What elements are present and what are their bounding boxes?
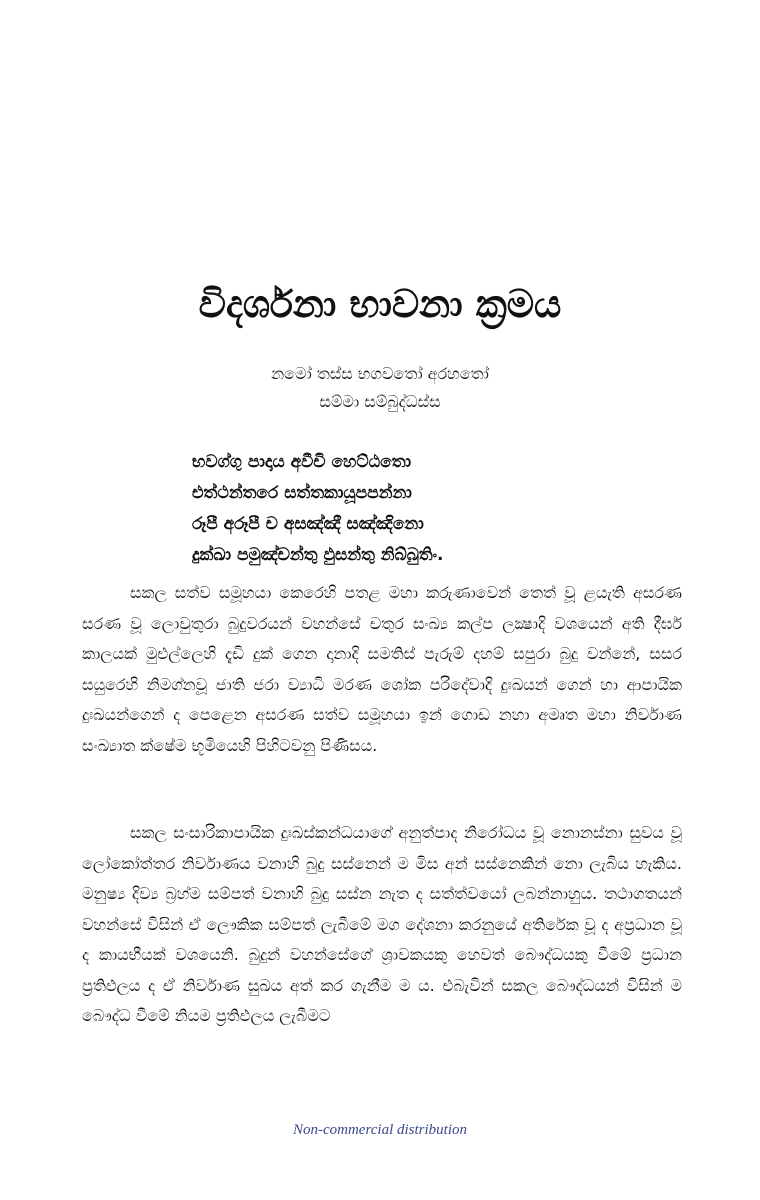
footer-note: Non-commercial distribution — [292, 1122, 468, 1138]
verse-line-1: භවග්ගු පාදාය අවීචි හෙට්ඨතො — [192, 452, 412, 472]
verse-line-2: එත්ථන්තරෙ සත්තකායූපපන්නා — [192, 483, 412, 503]
invocation-line-1: නමෝ තස්ස භගවතෝ අරහතෝ — [271, 364, 489, 383]
body-paragraph-2: සකල සංසාරිකාපායික දුඃඛස්කන්ධයාගේ අනුත්පාද නිරෝධය වූ නොනස්නා සුවය වූ ලෝකෝත්තර නිර්වාණය වනාහි බුදු සස්නෙන් ම මිස අන් සස්නෙකින් නො ලැබිය හැකිය. මනුෂ්‍ය දිව්‍ය බ්‍රහ්ම සම්පත් වනාහි බුදු සස්න නැත ද සත්ත්වයෝ ලබන්නාහුය. තථාගතයන් වහන්සේ විසින් ඒ ලෞකික සම්පත් ලැබීමේ මග දේශනා කරනුයේ අතිරේක වූ ද අප්‍රධාන වූ ද කායභීයක් වශයෙනි. බුදුන් වහන්සේගේ ශ්‍රාවකයකු හෙවත් බෞද්ධයකු වීමේ ප්‍රධාන ප්‍රතිඵලය ද ඒ නිර්වාණ සුඛය අත් කර ගැනීම ම ය. එබැවින් සකල බෞද්ධයන් විසින් ම බෞද්ධ වීමේ නියම ප්‍රතිඵලය ලැබීමට — [82, 823, 682, 1025]
verse-line-3: රූපී අරූපී ච අසඤ්ඤී සඤ්ඤිනො — [192, 514, 424, 534]
body-paragraph-1: සකල සත්ව සමූහයා කෙරෙහි පතළ මහා කරුණාවෙන් තෙත් වූ ළයැති අසරණ සරණ වූ ලොවුතුරා බුදුවරයන් වහන්සේ චතුර සංඛ්‍ය කල්ප ලක්‍ෂාදි වශයෙන් අති දීර්ඝ කාලයක් මුළුල්ලෙහි දැඩි දුක් ගෙන දානාදි සමතිස් පැරුම් දහම් සපුරා බුදු වන්නේ, සසර සයුරෙහි නිමග්නවූ ජාති ජරා ව්‍යාධි මරණ ශෝක පරිදේවාදි දුඃඛයන් ගෙන් හා ආපායික දුඃඛයන්ගෙන් ද පෙළෙන අසරණ සත්ව සමූහයා ඉන් ගොඩ නහා අමෘත මහා නිර්වාණ සංඛ්‍යාත ක්ෂේම භූමියෙහි පිහිටවනු පිණිසය. — [82, 583, 682, 755]
invocation — [0, 360, 760, 416]
page-title: විදර්ශනා භාවනා ක්‍රමය — [198, 282, 562, 326]
pali-verse — [192, 447, 444, 571]
invocation-line-2: සම්මා සම්බුද්ධස්ස — [319, 392, 441, 411]
verse-line-4: දුක්ඛා පමුඤ්චන්තු ඵුසන්තු නිබ්බුතිං. — [192, 545, 444, 565]
